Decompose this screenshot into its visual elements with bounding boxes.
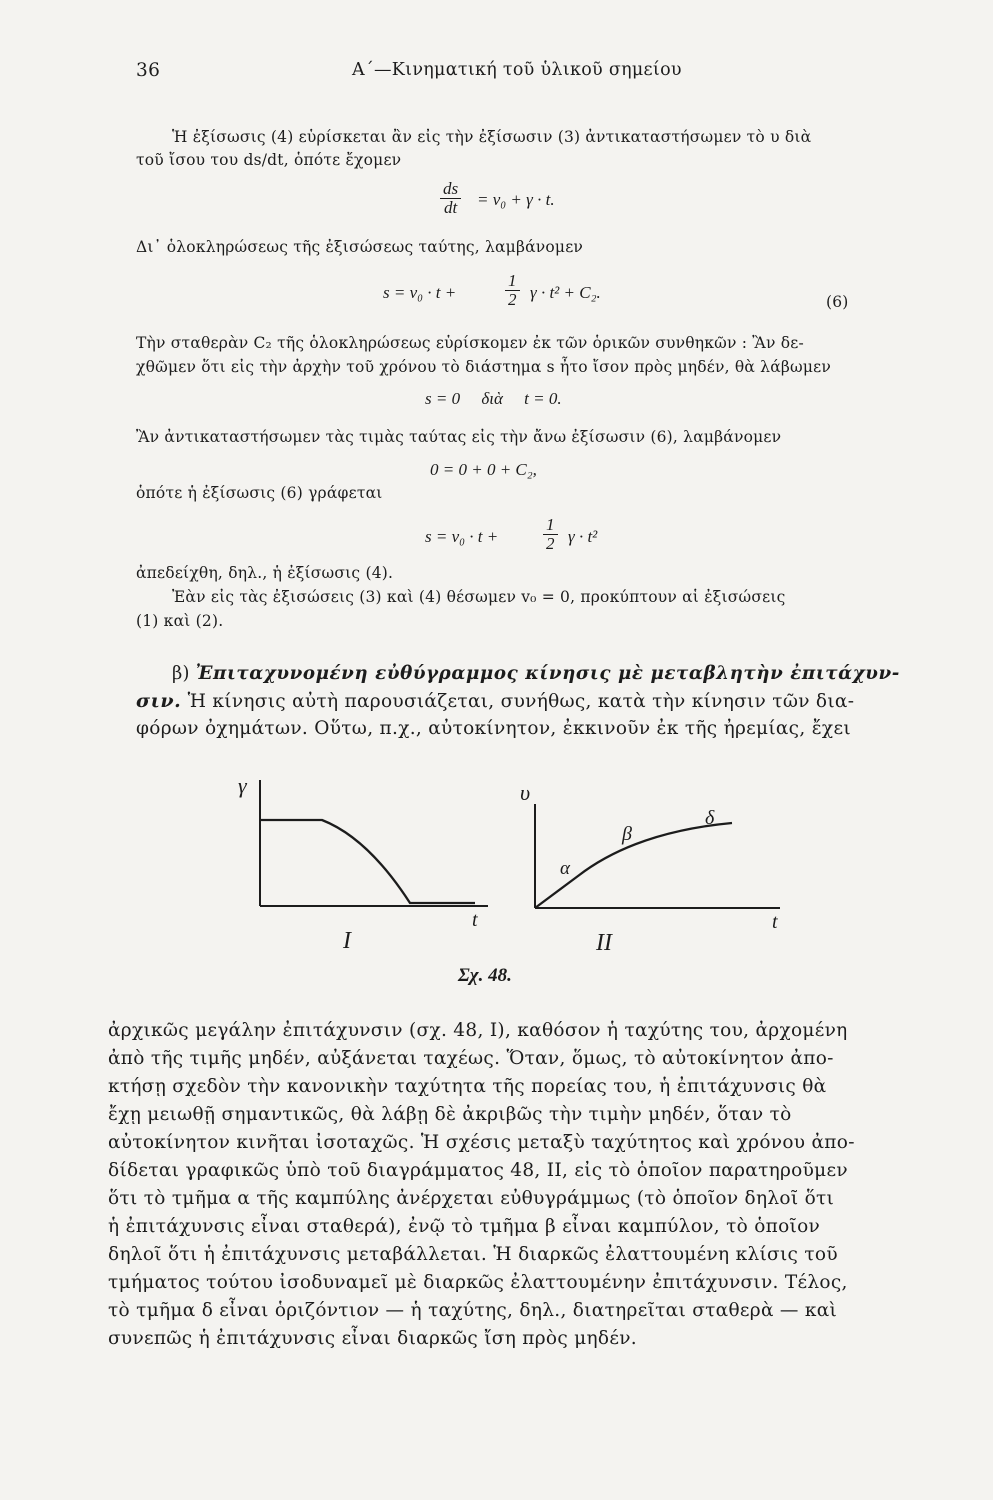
paragraph-line: ἔχῃ μειωθῇ σημαντικῶς, θὰ λάβῃ δὲ ἀκριβῶς τὴν τιμὴν μηδέν, ὅταν τὸ [108, 1104, 792, 1125]
graph-II-segment-beta: β [622, 823, 632, 845]
graph-I [260, 780, 488, 906]
paragraph-line: αὐτοκίνητον κινῆται ἰσοταχῶς. Ἡ σχέσις μεταξὺ ταχύτητος καὶ χρόνου ἀπο- [108, 1132, 855, 1153]
equation-2-lhs: s = v₀ · t + [383, 283, 457, 302]
paragraph-line: (1) καὶ (2). [136, 612, 224, 630]
section-line: φόρων ὀχημάτων. Οὕτω, π.χ., αὐτοκίνητον, ἐκκινοῦν ἐκ τῆς ἠρεμίας, ἔχει [136, 718, 851, 739]
equation-3: s = 0 διὰ t = 0. [425, 389, 562, 408]
paragraph-line: κτήσῃ σχεδὸν τὴν κανονικὴν ταχύτητα τῆς πορείας του, ἡ ἐπιτάχυνσις θὰ [108, 1076, 827, 1097]
paragraph-line: τὸ τμῆμα δ εἶναι ὁριζόντιον — ἡ ταχύτης, δηλ., διατηρεῖται σταθερὰ — καὶ [108, 1300, 838, 1321]
paragraph-line: συνεπῶς ἡ ἐπιτάχυνσις εἶναι διαρκῶς ἴση πρὸς μηδέν. [108, 1328, 637, 1349]
figure-caption: Σχ. 48. [458, 965, 512, 986]
graph-II-segment-delta: δ [705, 807, 715, 829]
graph-I-numeral: I [343, 928, 351, 954]
paragraph-line: Ἐὰν εἰς τὰς ἐξισώσεις (3) καὶ (4) θέσωμεν v₀ = 0, προκύπτουν αἱ ἐξισώσεις [172, 588, 786, 606]
graph-I-y-label: γ [238, 773, 247, 798]
paragraph-line: χθῶμεν ὅτι εἰς τὴν ἀρχὴν τοῦ χρόνου τὸ διάστημα s ἦτο ἴσον πρὸς μηδέν, θὰ λάβωμεν [136, 358, 831, 376]
paragraph-line: τοῦ ἴσου του ds/dt, ὁπότε ἔχομεν [136, 151, 402, 169]
paragraph-line: ἡ ἐπιτάχυνσις εἶναι σταθερά), ἐνῷ τὸ τμῆμα β εἶναι καμπύλον, τὸ ὁποῖον [108, 1216, 821, 1237]
equation-fraction: $\frac{1}{2}$ [505, 272, 520, 309]
equation-4: 0 = 0 + 0 + C₂, [430, 460, 537, 479]
graph-I-x-label: t [472, 909, 478, 931]
paragraph-line: ἀπὸ τῆς τιμῆς μηδέν, αὐξάνεται ταχέως. Ὅταν, ὅμως, τὸ αὐτοκίνητον ἀπο- [108, 1048, 834, 1069]
paragraph-line: Ἂν ἀντικαταστήσωμεν τὰς τιμὰς ταύτας εἰς τὴν ἄνω ἐξίσωσιν (6), λαμβάνομεν [136, 428, 782, 446]
graph-II [535, 804, 780, 908]
paragraph-line: τμήματος τούτου ἰσοδυναμεῖ μὲ διαρκῶς ἐλαττουμένην ἐπιτάχυνσιν. Τέλος, [108, 1272, 848, 1293]
section-line: σιν. Ἡ κίνησις αὐτὴ παρουσιάζεται, συνήθως, κατὰ τὴν κίνησιν τῶν δια- [136, 690, 855, 712]
equation-2-rhs: γ · t² + C₂. [530, 283, 601, 302]
paragraph-line: Ἡ ἐξίσωσις (4) εὑρίσκεται ἂν εἰς τὴν ἐξίσωσιν (3) ἀντικαταστήσωμεν τὸ υ διὰ [172, 128, 812, 146]
graph-II-numeral: II [596, 930, 612, 956]
graph-II-y-label: υ [520, 780, 531, 805]
paragraph-line: δηλοῖ ὅτι ἡ ἐπιτάχυνσις μεταβάλλεται. Ἡ διαρκῶς ἐλαττουμένη κλίσις τοῦ [108, 1244, 838, 1265]
equation-5-rhs: γ · t² [568, 527, 598, 546]
running-title: Α΄—Κινηματική τοῦ ὑλικοῦ σημείου [352, 60, 682, 80]
equation-tag: (6) [826, 293, 849, 311]
graph-II-x-label: t [772, 911, 778, 933]
figure-48 [80, 760, 900, 1000]
section-heading: β) Ἐπιταχυνομένη εὐθύγραμμος κίνησις μὲ μεταβλητὴν ἐπιτάχυν- [172, 662, 900, 684]
equation-1: = v₀ + γ · t. [477, 190, 555, 209]
paragraph-line: δίδεται γραφικῶς ὑπὸ τοῦ διαγράμματος 48, II, εἰς τὸ ὁποῖον παρατηροῦμεν [108, 1160, 848, 1181]
paragraph-line: Δι᾽ ὁλοκληρώσεως τῆς ἐξισώσεως ταύτης, λαμβάνομεν [136, 238, 584, 256]
graph-I-curve [260, 820, 475, 903]
equation-fraction: $\frac{1}{2}$ [543, 516, 558, 553]
page-number: 36 [136, 60, 161, 81]
equation-5-lhs: s = v₀ · t + [425, 527, 499, 546]
paragraph-line: Τὴν σταθερὰν C₂ τῆς ὁλοκληρώσεως εὑρίσκομεν ἐκ τῶν ὁρικῶν συνθηκῶν : Ἂν δε- [136, 334, 804, 352]
paragraph-line: ἀπεδείχθη, δηλ., ἡ ἐξίσωσις (4). [136, 564, 394, 582]
paragraph-line: ὅτι τὸ τμῆμα α τῆς καμπύλης ἀνέρχεται εὐθυγράμμως (τὸ ὁποῖον δηλοῖ ὅτι [108, 1188, 835, 1209]
paragraph-line: ἀρχικῶς μεγάλην ἐπιτάχυνσιν (σχ. 48, I), καθόσον ἡ ταχύτης του, ἀρχομένη [108, 1020, 848, 1041]
paragraph-line: ὁπότε ἡ ἐξίσωσις (6) γράφεται [136, 484, 383, 502]
graph-II-segment-alpha: α [560, 858, 570, 879]
equation-fraction: $\frac{ds}{dt}$ [440, 180, 461, 217]
